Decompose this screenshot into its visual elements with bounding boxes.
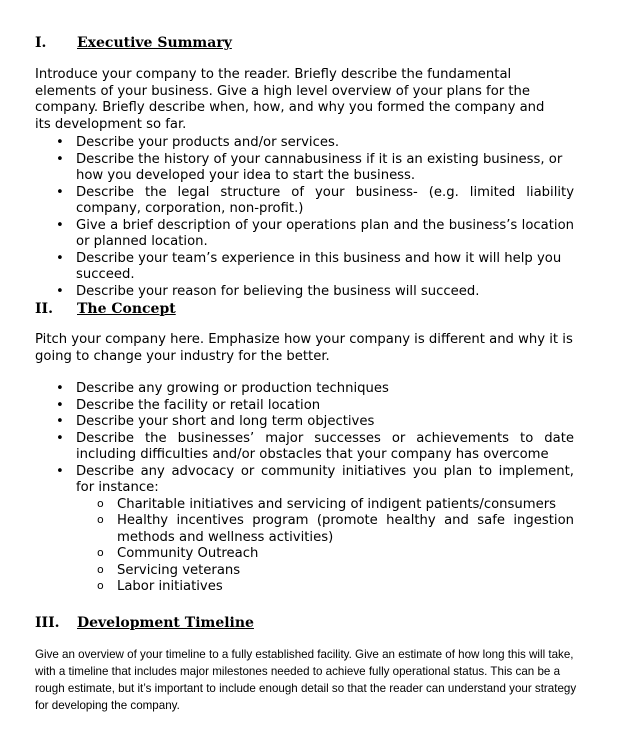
list-item: • Describe the facility or retail location [56, 398, 574, 415]
list-item [56, 464, 574, 596]
section-1-intro: Introduce your company to the reader. Briefly describe the fundamental elements of your business. Give a high level overview of your plans for the company. Briefly describe when, how, and why you formed the company and its development so far. [35, 67, 545, 132]
section-3-numeral: III. [35, 615, 60, 631]
section-2-title: The Concept [77, 301, 176, 317]
sub-list-item: o Servicing veterans [97, 563, 574, 580]
list-item: • Describe your team’s experience in this business and how it will help you succeed. [56, 251, 574, 284]
section-3-title: Development Timeline [77, 615, 254, 631]
list-item: • Describe the businesses’ major successes or achievements to date including difficulties and/or obstacles that your company has overcome [56, 431, 574, 464]
list-item: • Give a brief description of your operations plan and the business’s location or planned location. [56, 218, 574, 251]
list-item: • Describe your products and/or services. [56, 135, 574, 152]
sub-bullet-list [76, 497, 574, 596]
list-item: • Describe your reason for believing the business will succeed. [56, 284, 574, 301]
sub-list-item: o Charitable initiatives and servicing of indigent patients/consumers [97, 497, 574, 514]
list-item: • Describe the legal structure of your business- (e.g. limited liability company, corporation, non-profit.) [56, 185, 574, 218]
sub-list-item: o Labor initiatives [97, 579, 574, 596]
section-1-heading [35, 35, 232, 52]
section-3-heading [35, 615, 254, 632]
section-2-numeral: II. [35, 301, 53, 317]
section-1-bullet-list [56, 135, 574, 300]
list-item-text: Describe any advocacy or community initiatives you plan to implement, for instance: [76, 463, 574, 495]
list-item: • Describe the history of your cannabusiness if it is an existing business, or how you developed your idea to start the business. [56, 152, 574, 185]
section-1-numeral: I. [35, 35, 47, 51]
section-2-heading [35, 301, 176, 318]
sub-list-item: o Healthy incentives program (promote healthy and safe ingestion methods and wellness activities) [97, 513, 574, 546]
section-2-bullet-list [56, 381, 574, 596]
section-2-intro: Pitch your company here. Emphasize how your company is different and why it is going to change your industry for the better. [35, 332, 573, 364]
sub-list-item: o Community Outreach [97, 546, 574, 563]
list-item: • Describe any growing or production techniques [56, 381, 574, 398]
section-3-intro: Give an overview of your timeline to a fully established facility. Give an estimate of how long this will take, with a timeline that includes major milestones needed to achieve fully operational status. This can be a rough estimate, but it’s important to include enough detail so that the reader can understand your strategy for developing the company. [35, 648, 577, 712]
section-1-title: Executive Summary [77, 35, 232, 51]
list-item: • Describe your short and long term objectives [56, 414, 574, 431]
